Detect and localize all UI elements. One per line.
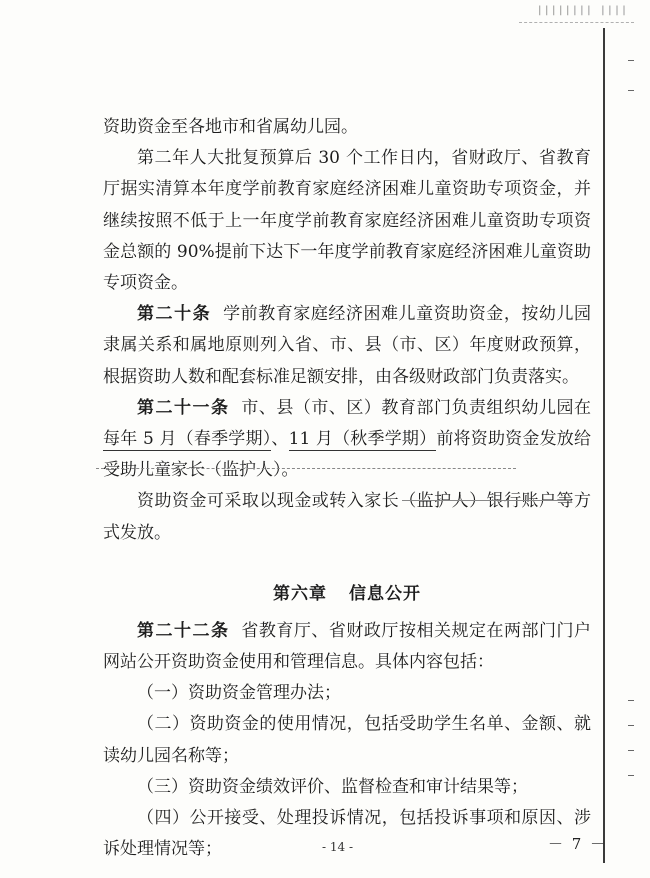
chapter-number: 第六章 xyxy=(273,583,327,604)
scan-edge-ticks xyxy=(628,60,636,820)
page-number-outer: － 7 － xyxy=(548,835,608,853)
chapter-title: 信息公开 xyxy=(349,583,421,604)
article-20-label: 第二十条 xyxy=(137,304,212,325)
article-21-text-a: 市、县（市、区）教育部门负责组织幼儿园在 xyxy=(241,397,592,418)
scan-pen-stroke xyxy=(402,500,572,501)
article-21-separator: 、 xyxy=(271,429,289,450)
article-21-spring-term: 每年 5 月（春季学期） xyxy=(103,429,272,450)
list-item-1: （一）资助资金管理办法； xyxy=(137,683,341,704)
article-21 xyxy=(103,393,591,487)
paragraph-allocation-end: 资助资金至各地市和省属幼儿园。 xyxy=(103,117,358,137)
article-20 xyxy=(103,299,591,393)
page-number-inner: - 14 - xyxy=(322,840,354,854)
paragraph-settlement: 第二年人大批复预算后 30 个工作日内，省财政厅、省教育厅据实清算本年度学前教育家庭经济困难儿童资助专项资金，并继续按照不低于上一年度学前教育家庭经济困难儿童资助专项资金总额的 90%提前下达下一年度学前教育家庭经济困难儿童资助专项资金。 xyxy=(103,148,591,294)
article-22 xyxy=(103,616,591,678)
article-21-label: 第二十一条 xyxy=(137,397,230,418)
article-22-text: 省教育厅、省财政厅按相关规定在两部门门户网站公开资助资金使用和管理信息。具体内容包括： xyxy=(103,620,592,673)
scan-marks: |||||||| |||| xyxy=(536,5,628,16)
article-20-text: 学前教育家庭经济困难儿童资助资金，按幼儿园隶属关系和属地原则列入省、市、县（市、区）年度财政预算，根据资助人数和配套标准足额安排，由各级财政部门负责落实。 xyxy=(103,304,592,387)
article-22-label: 第二十二条 xyxy=(137,620,230,641)
list-item-4: （四）公开接受、处理投诉情况，包括投诉事项和原因、涉诉处理情况等； xyxy=(103,808,591,860)
chapter-heading xyxy=(103,579,591,604)
list-item-3: （三）资助资金绩效评价、监督检查和审计结果等； xyxy=(137,776,528,797)
paragraph-payment-method: 资助资金可采取以现金或转入家长（监护人）银行账户等方式发放。 xyxy=(103,491,591,543)
binding-edge-line xyxy=(603,28,605,863)
scan-rule xyxy=(519,22,634,23)
scan-dashed-line xyxy=(96,468,516,469)
article-21-text-e: 前将资助资金发放给受助儿童家长（监护人）。 xyxy=(103,429,592,481)
list-item-2: （二）资助资金的使用情况，包括受助学生名单、金额、就读幼儿园名称等； xyxy=(103,714,591,766)
article-21-autumn-term: 11 月（秋季学期） xyxy=(288,429,437,450)
document-body xyxy=(103,112,591,865)
